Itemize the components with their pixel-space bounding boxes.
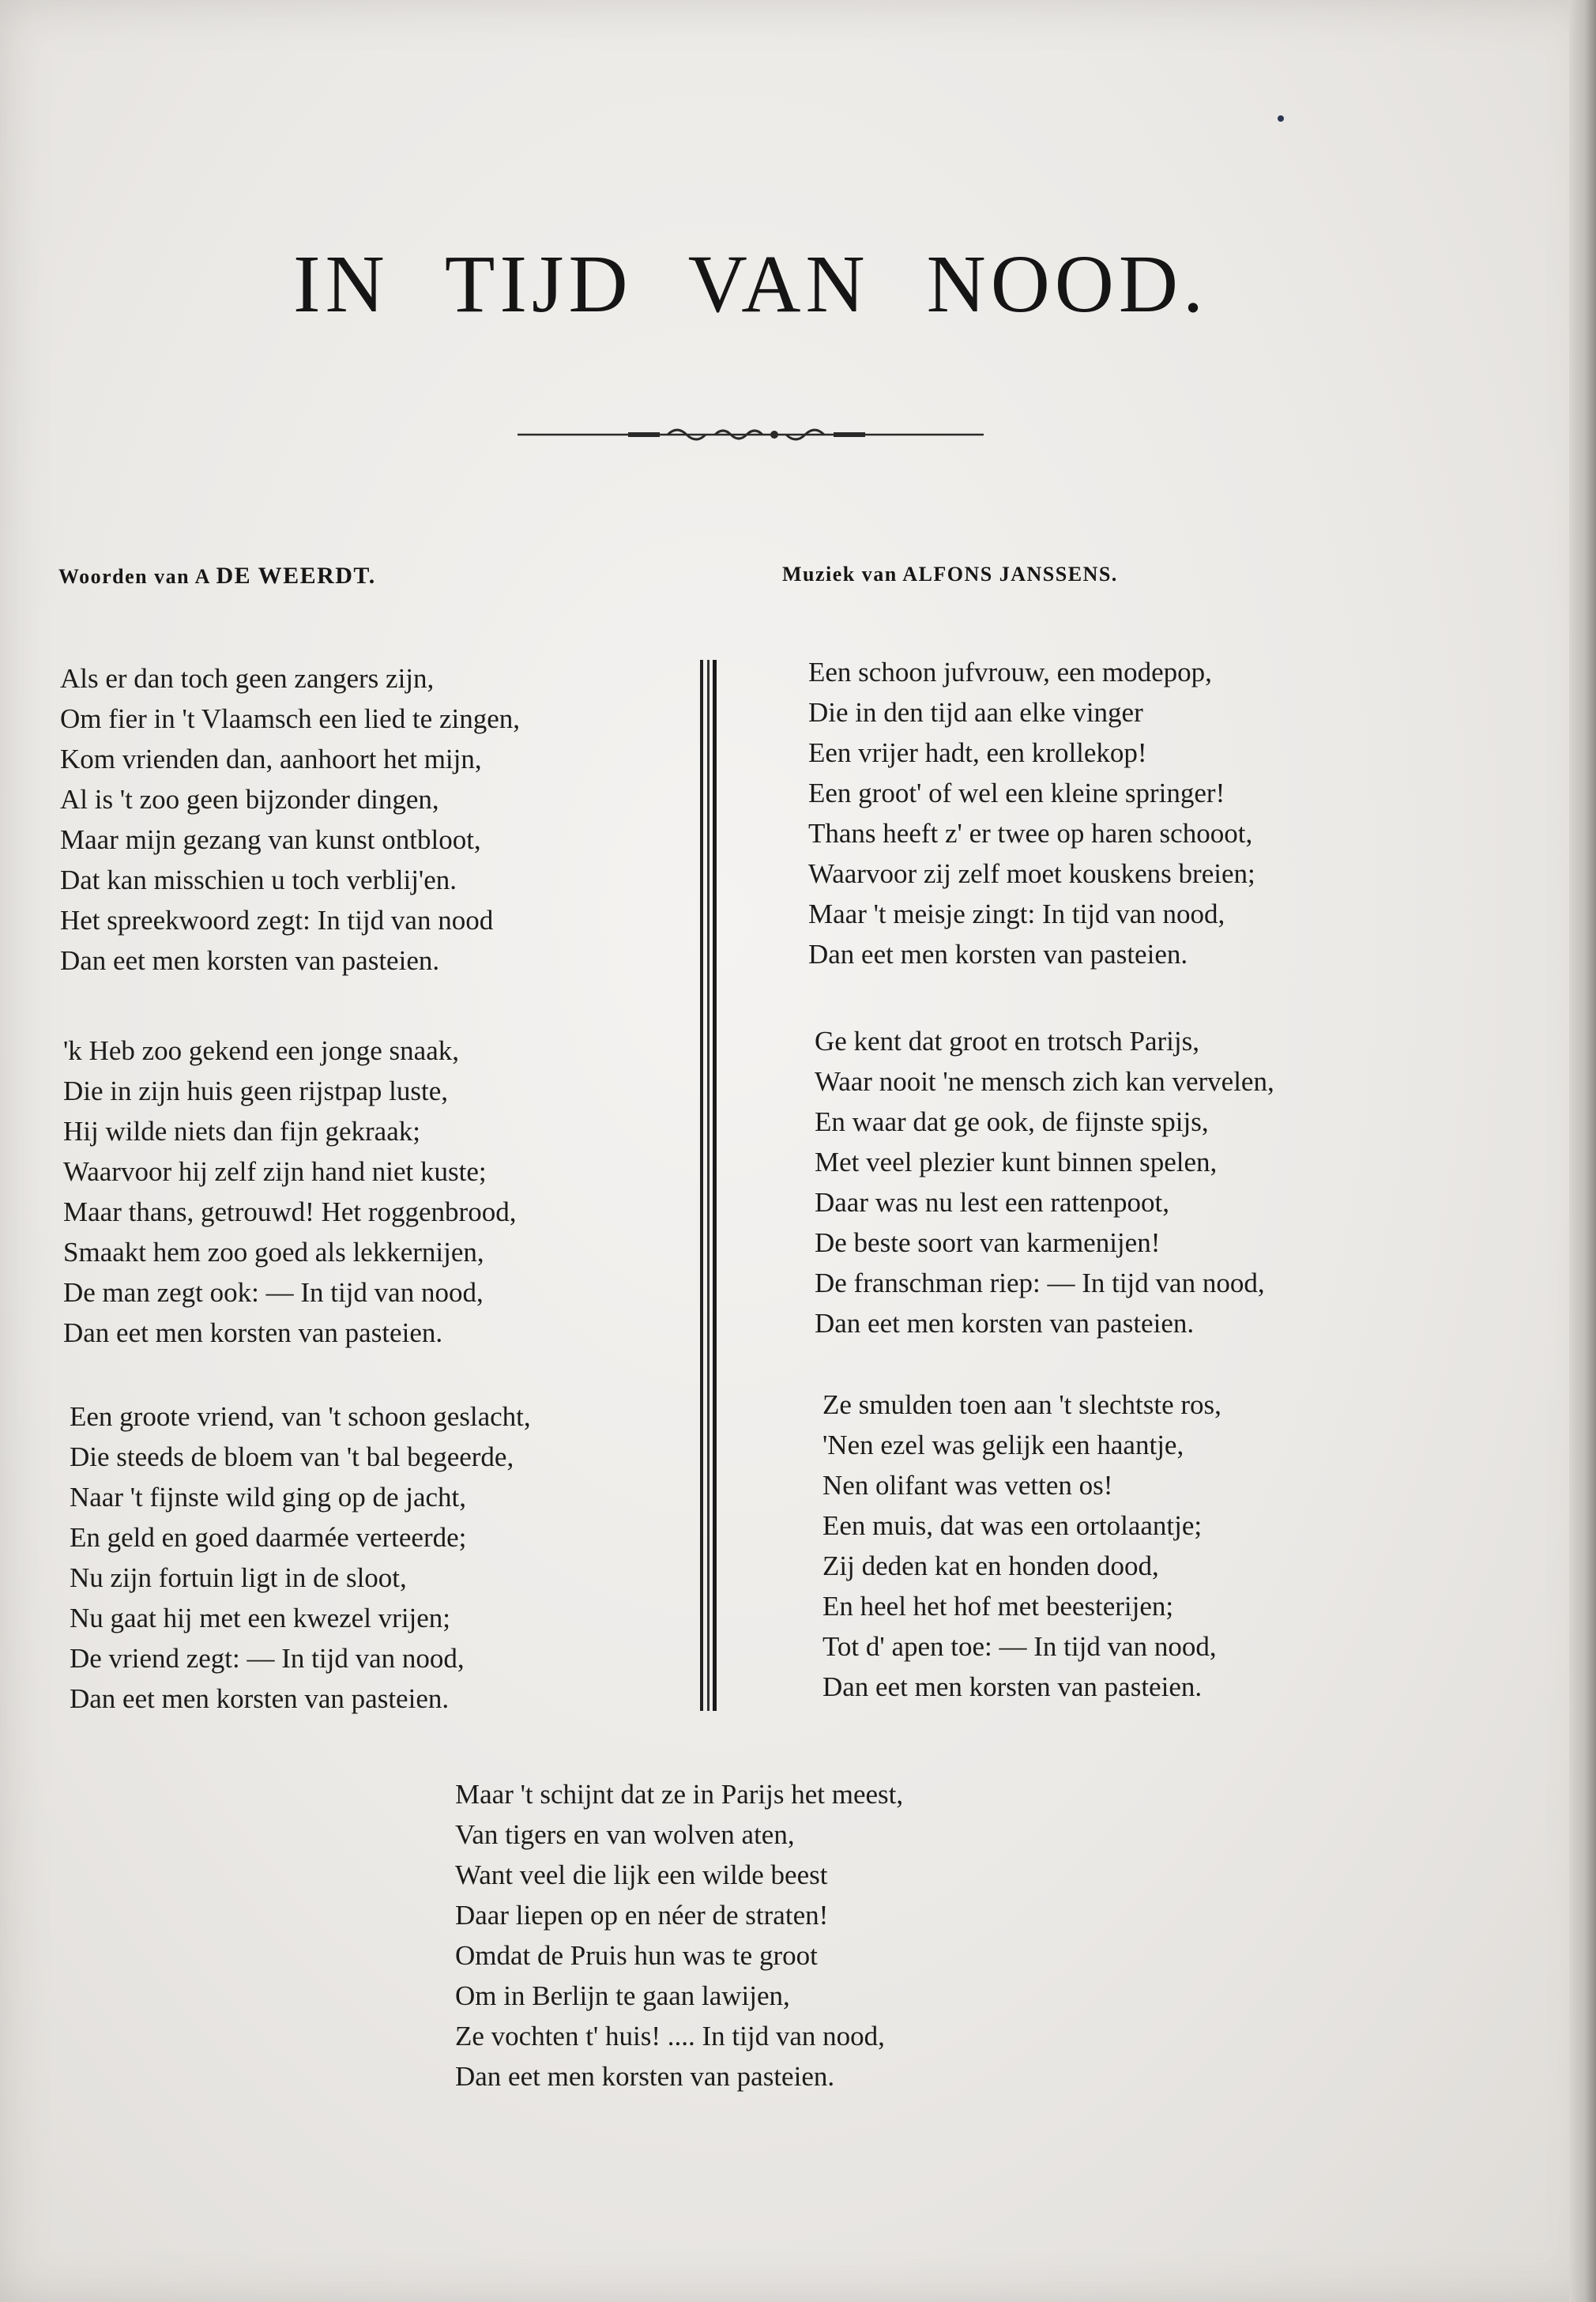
verse-line: Die steeds de bloem van 't bal begeerde, [70,1441,514,1472]
verse-line: Maar 't meisje zingt: In tijd van nood, [808,899,1225,929]
verse-line: Een schoon jufvrouw, een modepop, [808,657,1212,688]
verse-line: Nen olifant was vetten os! [822,1470,1113,1501]
verse-line: Een groote vriend, van 't schoon geslacht, [70,1401,531,1432]
verse-line: Naar 't fijnste wild ging op de jacht, [70,1482,467,1513]
ink-speck [1278,115,1284,122]
verse-line: Thans heeft z' er twee op haren schooot, [808,818,1253,849]
verse-line: Ge kent dat groot en trotsch Parijs, [815,1026,1199,1057]
verse-line: Een groot' of wel een kleine springer! [808,778,1225,808]
verse-line: Met veel plezier kunt binnen spelen, [815,1147,1218,1177]
verse-line: Maar 't schijnt dat ze in Parijs het meest, [455,1779,904,1810]
verse-line: Hij wilde niets dan fijn gekraak; [63,1116,420,1147]
stanza-5 [815,1021,1274,1343]
ornament-divider [518,424,984,446]
stanza-2 [63,1030,516,1353]
lyricist-credit [58,563,376,590]
verse-line: Maar thans, getrouwd! Het roggenbrood, [63,1196,517,1227]
verse-line: Ze smulden toen aan 't slechtste ros, [822,1389,1221,1420]
stanza-6 [822,1385,1221,1707]
verse-line: Daar was nu lest een rattenpoot, [815,1187,1170,1218]
stanza-4 [808,652,1255,974]
verse-line: De beste soort van karmenijen! [815,1227,1161,1258]
verse-line: Om fier in 't Vlaamsch een lied te zingen, [60,703,520,734]
verse-line: Dan eet men korsten van pasteien. [70,1683,450,1714]
verse-line: En waar dat ge ook, de fijnste spijs, [815,1106,1209,1137]
verse-line: Die in den tijd aan elke vinger [808,697,1143,728]
stanza-3 [70,1396,531,1719]
verse-line: Al is 't zoo geen bijzonder dingen, [60,784,439,815]
verse-line: Maar mijn gezang van kunst ontbloot, [60,824,481,855]
verse-line: Ze vochten t' huis! .... In tijd van nood, [455,2021,885,2051]
verse-line: Daar liepen op en néer de straten! [455,1900,829,1931]
page-edge [1569,0,1596,2302]
lyricist-prefix: Woorden van A [58,565,216,588]
composer-name: ALFONS JANSSENS. [902,563,1118,586]
composer-prefix: Muziek van [782,563,903,586]
verse-line: 'Nen ezel was gelijk een haantje, [822,1430,1184,1460]
verse-line: Dan eet men korsten van pasteien. [63,1317,443,1348]
verse-line: Het spreekwoord zegt: In tijd van nood [60,905,494,936]
verse-line: En geld en goed daarmée verteerde; [70,1522,467,1553]
verse-line: Dan eet men korsten van pasteien. [60,945,440,976]
verse-line: Omdat de Pruis hun was te groot [455,1940,818,1971]
verse-line: Die in zijn huis geen rijstpap luste, [63,1076,448,1106]
verse-line: Dat kan misschien u toch verblij'en. [60,865,457,895]
verse-line: Nu zijn fortuin ligt in de sloot, [70,1562,407,1593]
verse-line: Zij deden kat en honden dood, [822,1550,1159,1581]
verse-line: Een muis, dat was een ortolaantje; [822,1510,1203,1541]
verse-line: Nu gaat hij met een kwezel vrijen; [70,1603,451,1633]
verse-line: Als er dan toch geen zangers zijn, [60,663,435,694]
song-title: IN TIJD VAN NOOD. [292,239,1209,330]
verse-line: Van tigers en van wolven aten, [455,1819,795,1850]
verse-line: Kom vrienden dan, aanhoort het mijn, [60,744,482,774]
stanza-7 [455,1774,903,2097]
verse-line: Waarvoor zij zelf moet kouskens breien; [808,858,1255,889]
verse-line: De franschman riep: — In tijd van nood, [815,1268,1265,1298]
verse-line: Want veel die lijk een wilde beest [455,1859,828,1890]
verse-line: Waarvoor hij zelf zijn hand niet kuste; [63,1156,487,1187]
verse-line: De man zegt ook: — In tijd van nood, [63,1277,484,1308]
verse-line: Smaakt hem zoo goed als lekkernijen, [63,1237,484,1268]
verse-line: Dan eet men korsten van pasteien. [455,2061,835,2092]
lyricist-name: DE WEERDT. [216,563,376,589]
verse-line: Waar nooit 'ne mensch zich kan vervelen, [815,1066,1274,1097]
stanza-1 [60,658,520,981]
verse-line: Dan eet men korsten van pasteien. [808,939,1188,970]
verse-line: En heel het hof met beesterijen; [822,1591,1174,1622]
verse-line: Dan eet men korsten van pasteien. [822,1671,1203,1702]
verse-line: De vriend zegt: — In tijd van nood, [70,1643,465,1674]
verse-line: Dan eet men korsten van pasteien. [815,1308,1195,1339]
verse-line: Een vrijer hadt, een krollekop! [808,737,1147,768]
composer-credit [782,563,1118,586]
verse-line: 'k Heb zoo gekend een jonge snaak, [63,1035,459,1066]
verse-line: Tot d' apen toe: — In tijd van nood, [822,1631,1217,1662]
column-divider [700,660,717,1711]
verse-line: Om in Berlijn te gaan lawijen, [455,1980,790,2011]
